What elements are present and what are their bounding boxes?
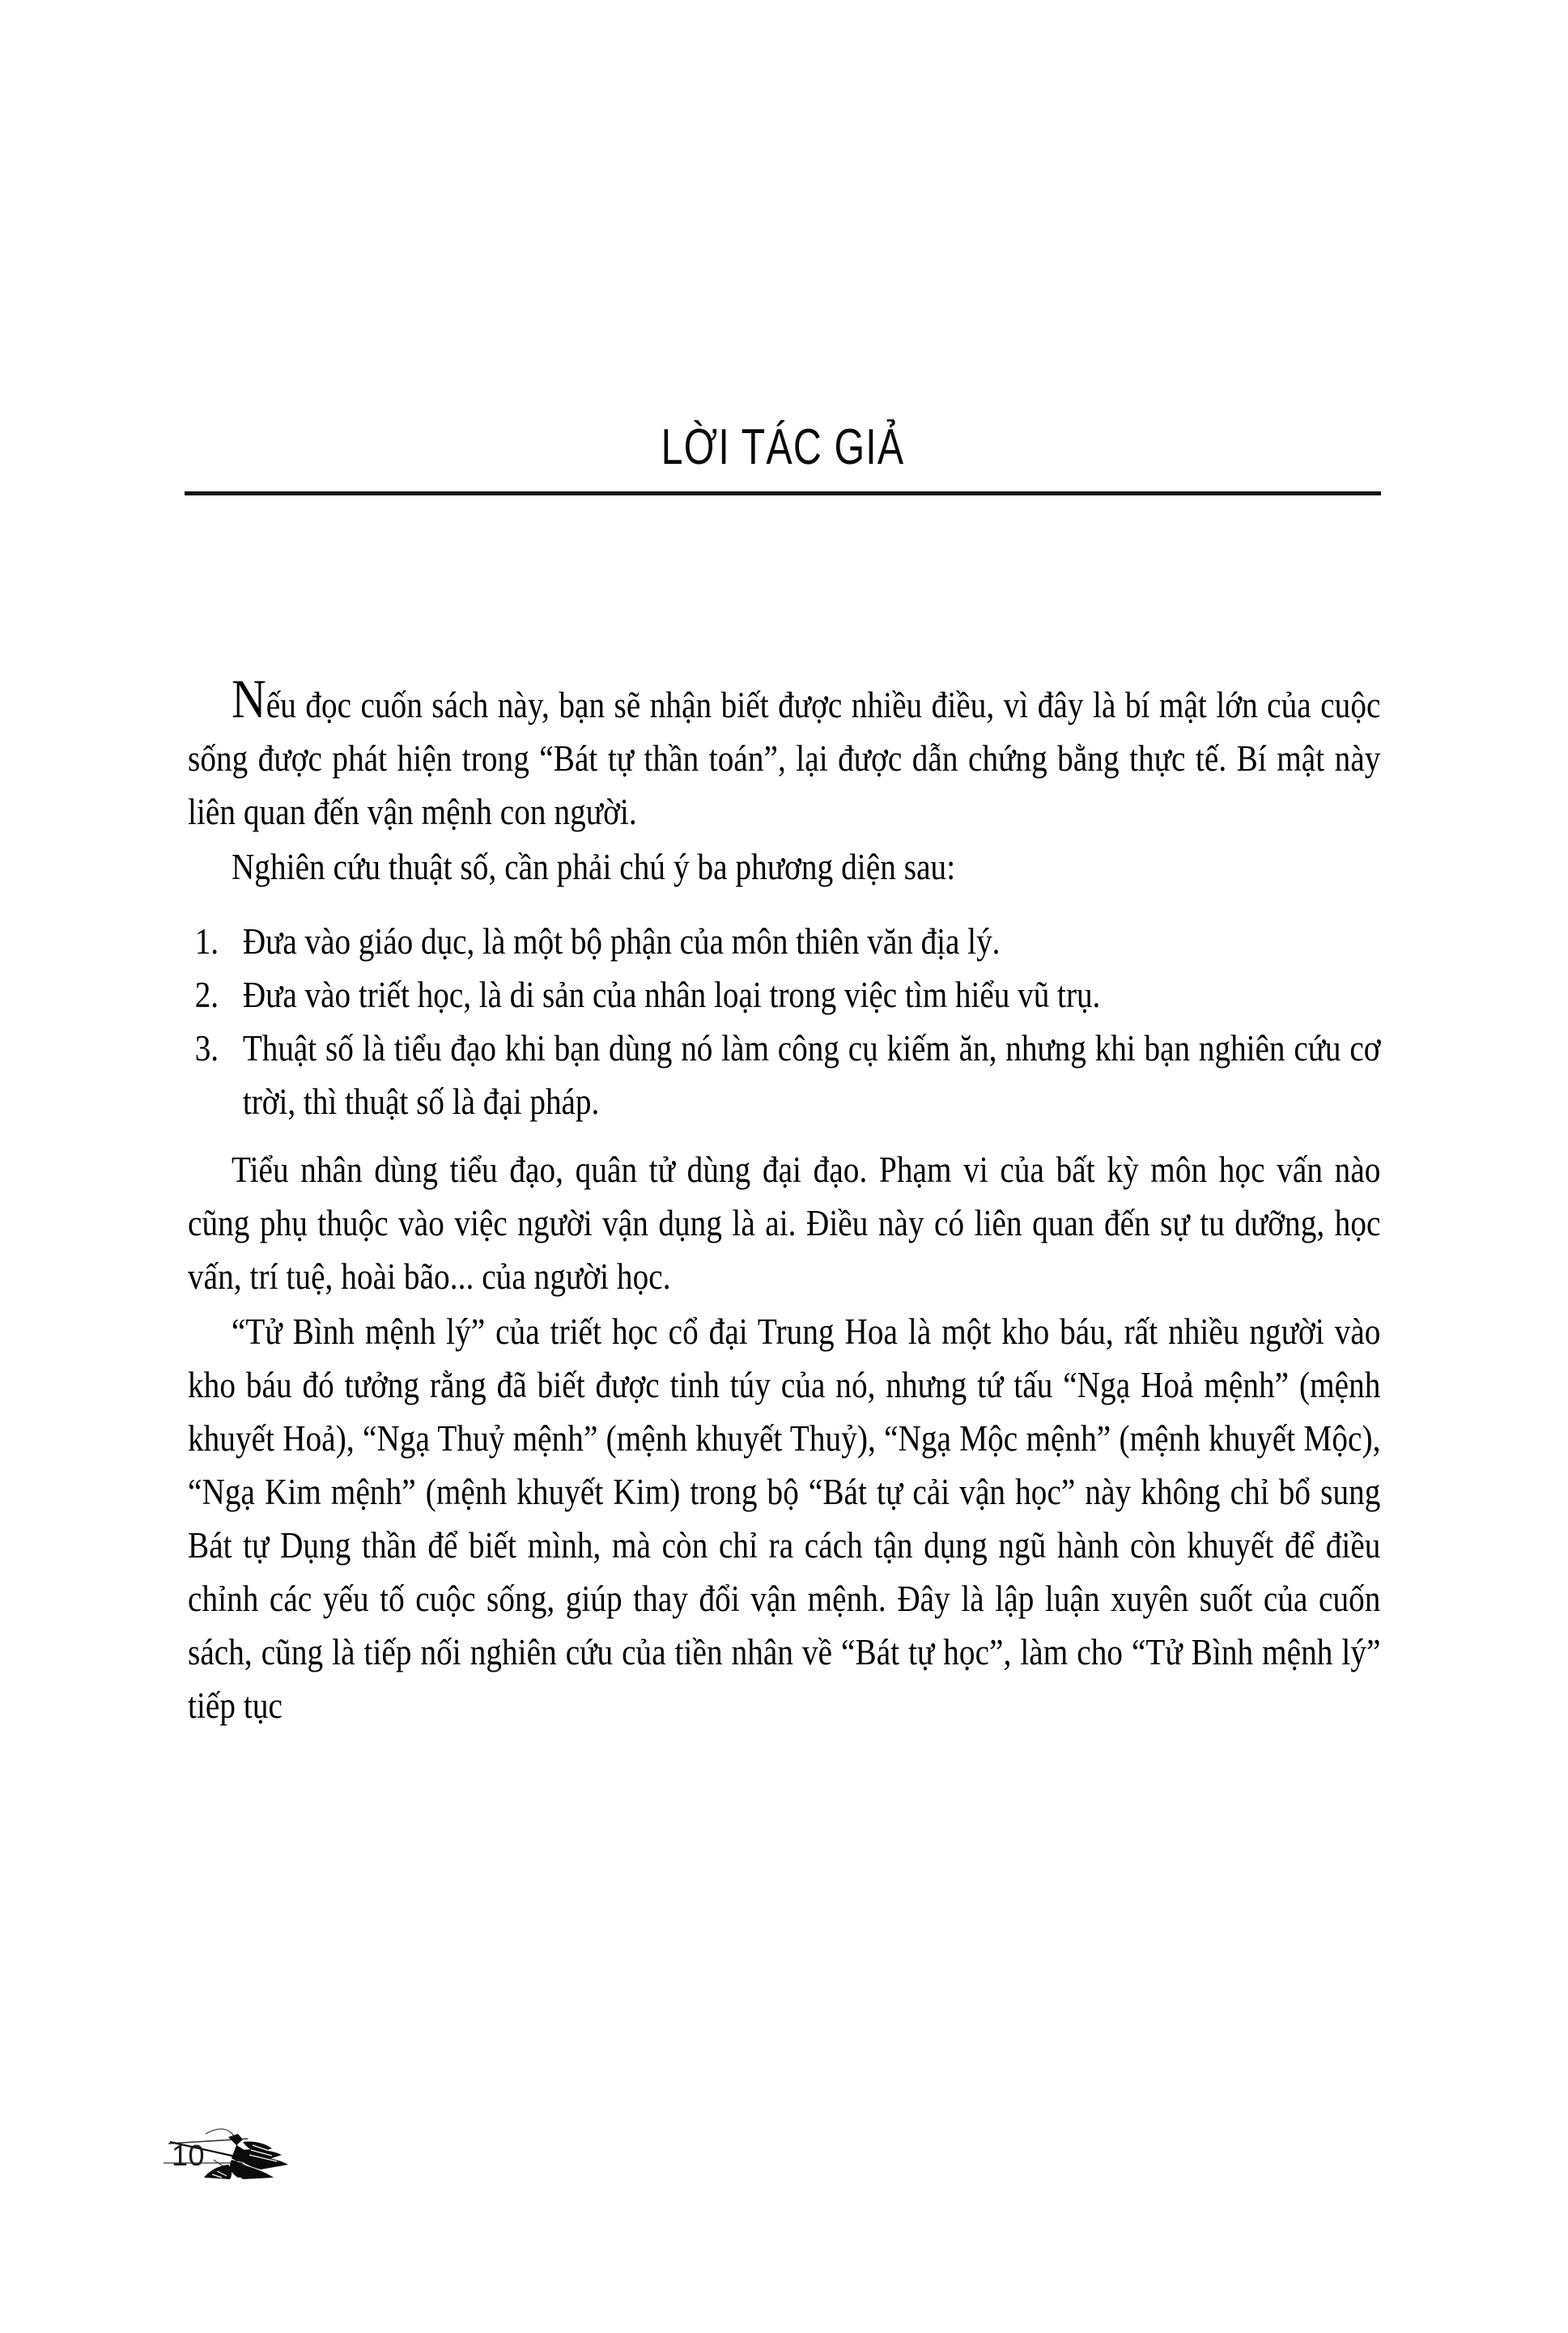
body-text-block [188,668,1381,1734]
list-item [188,1022,1380,1128]
title-divider-rule [185,491,1381,495]
paragraph-2: Nghiên cứu thuật số, cần phải chú ý ba phương diện sau: [231,847,956,887]
paragraph-1 [188,668,1381,839]
paragraph-3: Tiểu nhân dùng tiểu đạo, quân tử dùng đại đạo. Phạm vi của bất kỳ môn học vấn nào cũng phụ thuộc vào việc người vận dụng là ai. Điều này có liên quan đến sự tu dưỡng, học vấn, trí tuệ, hoài bão... của người học. [188,1150,1381,1297]
list-item-number: 2. [194,975,219,1015]
list-item-text: Thuật số là tiểu đạo khi bạn dùng nó làm công cụ kiếm ăn, nhưng khi bạn nghiên cứu cơ trời, thì thuật số là đại pháp. [242,1028,1381,1122]
list-item-text: Đưa vào giáo dục, là một bộ phận của môn thiên văn địa lý. [242,921,1001,962]
heading-block [185,421,1381,495]
list-item-number: 3. [194,1028,219,1069]
page-title: LỜI TÁC GIẢ [661,419,905,475]
page-number: 10 [172,2139,206,2172]
paragraph-4: “Tử Bình mệnh lý” của triết học cổ đại Trung Hoa là một kho báu, rất nhiều người vào kho báu đó tưởng rằng đã biết được tinh túy của nó, nhưng tứ tấu “Ngạ Hoả mệnh” (mệnh khuyết Hoả), “Ngạ Thuỷ mệnh” (mệnh khuyết Thuỷ), “Ngạ Mộc mệnh” (mệnh khuyết Mộc), “Ngạ Kim mệnh” (mệnh khuyết Kim) trong bộ “Bát tự cải vận học” này không chỉ bổ sung Bát tự Dụng thần để biết mình, mà còn chỉ ra cách tận dụng ngũ hành còn khuyết để điều chỉnh các yếu tố cuộc sống, giúp thay đổi vận mệnh. Đây là lập luận xuyên suốt của cuốn sách, cũng là tiếp nối nghiên cứu của tiền nhân về “Bát tự học”, làm cho “Tử Bình mệnh lý” tiếp tục [188,1311,1381,1726]
list-item-number: 1. [194,921,219,962]
list-item [188,968,1380,1022]
list-item [188,915,1380,968]
paragraph-1-text: ếu đọc cuốn sách này, bạn sẽ nhận biết được nhiều điều, vì đây là bí mật lớn của cuộc sống được phát hiện trong “Bát tự thần toán”, lại được dẫn chứng bằng thực tế. Bí mật này liên quan đến vận mệnh con người. [188,685,1381,832]
list-spacer [188,895,1381,903]
numbered-list [188,915,1381,1128]
page-footer [159,2105,499,2234]
drop-cap-initial: N [231,668,266,729]
list-item-text: Đưa vào triết học, là di sản của nhân loại trong việc tìm hiểu vũ trụ. [242,975,1101,1015]
